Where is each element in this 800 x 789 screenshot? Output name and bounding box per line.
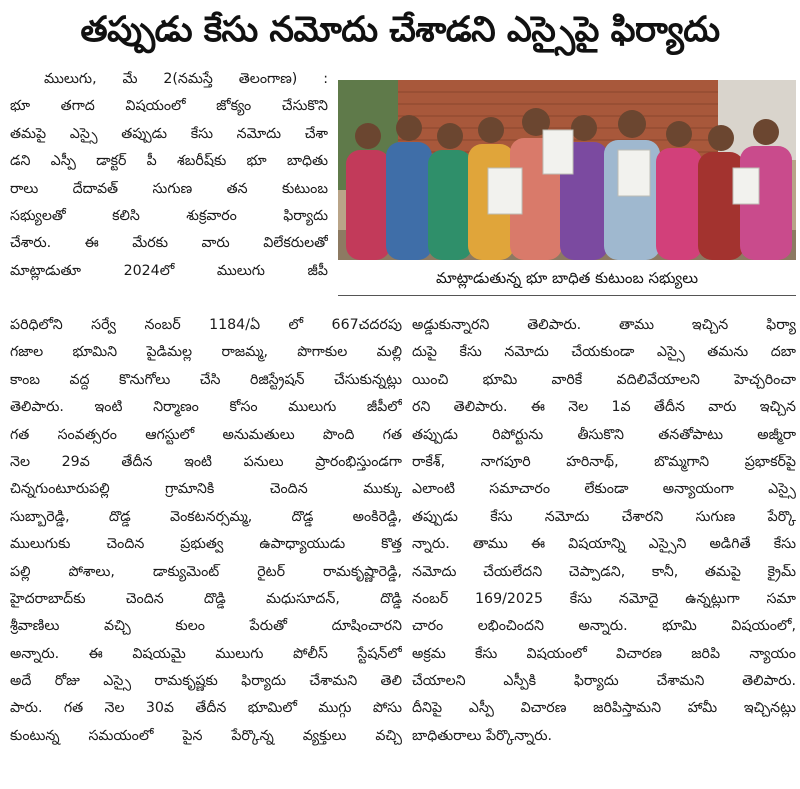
text-line: న్నారు. తాము ఈ విషయాన్ని ఎస్సైని అడిగితే కేసు bbox=[412, 536, 796, 553]
text-line: దీనిపై ఎస్పీ విచారణ జరిపిస్తామని హామీ ఇచ్చినట్లు bbox=[412, 700, 796, 717]
text-line: మాట్లాడుతూ 2024లో ములుగు జీపీ bbox=[10, 262, 328, 279]
text-line: చిన్నగుంటూరుపల్లి గ్రామానికి చెందిన ముక్కు bbox=[10, 481, 402, 498]
text-line: గజాల భూమిని పైడిమల్ల రాజమ్మ, పొగాకుల మల్లి bbox=[10, 344, 402, 361]
text-line: తమపై ఎస్సై తప్పుడు కేసు నమోదు చేశా bbox=[10, 125, 328, 142]
text-line: యించి భూమి వారికే వదిలివేయాలని హెచ్చరించా bbox=[412, 371, 796, 388]
text-line: గత సంవత్సరం ఆగస్టులో అనుమతులు పొంది గత bbox=[10, 426, 402, 443]
text-line: ఎలాంటి సమాచారం లేకుండా అన్యాయంగా ఎస్సై bbox=[412, 481, 796, 498]
caption-divider bbox=[338, 295, 796, 296]
text-line: ములుగుకు చెందిన ప్రభుత్వ ఉపాధ్యాయుడు కొత్త bbox=[10, 536, 402, 553]
headline: తప్పుడు కేసు నమోదు చేశాడని ఎస్సైపై ఫిర్యాదు bbox=[80, 10, 720, 50]
text-line: తెలిపారు. ఇంటి నిర్మాణం కోసం ములుగు జీపీలో bbox=[10, 399, 402, 416]
text-line: అదే రోజు ఎస్సై రామకృష్ణకు ఫిర్యాదు చేశామని తెలి bbox=[10, 673, 402, 690]
text-line: నమోదు చేయలేదని చెప్పాడని, కానీ, తమపై క్రైమ్ bbox=[412, 563, 796, 580]
text-line: తప్పుడు కేసు నమోదు చేశారని సుగుణ పేర్కొ bbox=[412, 508, 796, 525]
text-line: రాలు దేదావత్ సుగుణ తన కుటుంబ bbox=[10, 180, 328, 197]
photo-caption: మాట్లాడుతున్న భూ బాధిత కుటుంబ సభ్యులు bbox=[435, 269, 699, 287]
text-line: రాకేశ్, నాగపూరి హరినాథ్, బొమ్మగాని ప్రభాకర్‌పై bbox=[412, 453, 796, 470]
text-line: పల్లి పోశాలు, డాక్యుమెంట్ రైటర్ రామకృష్ణారెడ్డి, bbox=[10, 563, 402, 580]
text-line: చేయాలని ఎస్పీకి ఫిర్యాదు చేశామని తెలిపారు. bbox=[412, 673, 796, 690]
text-line: అక్రమ కేసు విషయంలో విచారణ జరిపి న్యాయం bbox=[412, 645, 796, 662]
text-line: కాంబ వద్ద కొనుగోలు చేసి రిజిస్ట్రేషన్ చేసుకున్నట్లు bbox=[10, 371, 402, 388]
text-line: కుంటున్న సమయంలో పైన పేర్కొన్న వ్యక్తులు వచ్చి bbox=[10, 727, 402, 744]
text-line: భూ తగాద విషయంలో జోక్యం చేసుకొని bbox=[10, 98, 328, 115]
text-line: ములుగు, మే 2(నమస్తే తెలంగాణ) : bbox=[44, 71, 328, 87]
text-line: చారం లభించిందని అన్నారు. భూమి విషయంలో, bbox=[412, 618, 796, 635]
text-line: డని ఎస్పీ డాక్టర్ పీ శబరీష్‌కు భూ బాధితు bbox=[10, 153, 328, 170]
text-line: అడ్డుకున్నారని తెలిపారు. తాము ఇచ్చిన ఫిర్యా bbox=[412, 317, 796, 333]
text-line: చేశారు. ఈ మేరకు వారు విలేకరులతో bbox=[10, 235, 328, 252]
article-column-2 bbox=[10, 312, 402, 750]
news-photo bbox=[338, 80, 796, 260]
text-line: పారు. గత నెల 30వ తేదీన భూమిలో ముగ్గు పోసు bbox=[10, 700, 402, 717]
text-line: సుబ్బారెడ్డి, దొడ్డ వెంకటనర్సమ్మ, దొడ్డ అంకిరెడ్డి, bbox=[10, 508, 402, 525]
text-line: బాధితురాలు పేర్కొన్నారు. bbox=[412, 727, 553, 744]
text-line: దుపై కేసు నమోదు చేయకుండా ఎస్సై తమను దబా bbox=[412, 344, 796, 361]
text-line: తప్పుడు రిపోర్టును తీసుకొని తనతోపాటు అజ్మీరా bbox=[412, 426, 796, 443]
text-line: సభ్యులతో కలిసి శుక్రవారం ఫిర్యాదు bbox=[10, 207, 328, 224]
text-line: పరిధిలోని సర్వే నంబర్ 1184/ఏ లో 667చదరపు bbox=[10, 317, 402, 333]
text-line: హైదరాబాద్‌కు చెందిన దొడ్డి మధుసూదన్, దొడ్డి bbox=[10, 590, 402, 607]
article-column-1 bbox=[10, 66, 328, 285]
text-line: శ్రీవాణిలు వచ్చి కులం పేరుతో దూషించారని bbox=[10, 618, 402, 635]
text-line: నెల 29వ తేదీన ఇంటి పనులు ప్రారంభిస్తుండగా bbox=[10, 453, 402, 470]
article-column-3 bbox=[412, 312, 796, 750]
text-line: నంబర్ 169/2025 కేసు నమోదై ఉన్నట్లుగా సమా bbox=[412, 590, 796, 607]
text-line: రని తెలిపారు. ఈ నెల 1వ తేదీన వారు ఇచ్చిన bbox=[412, 399, 796, 416]
text-line: అన్నారు. ఈ విషయమై ములుగు పోలీస్ స్టేషన్‌లో bbox=[10, 645, 402, 662]
